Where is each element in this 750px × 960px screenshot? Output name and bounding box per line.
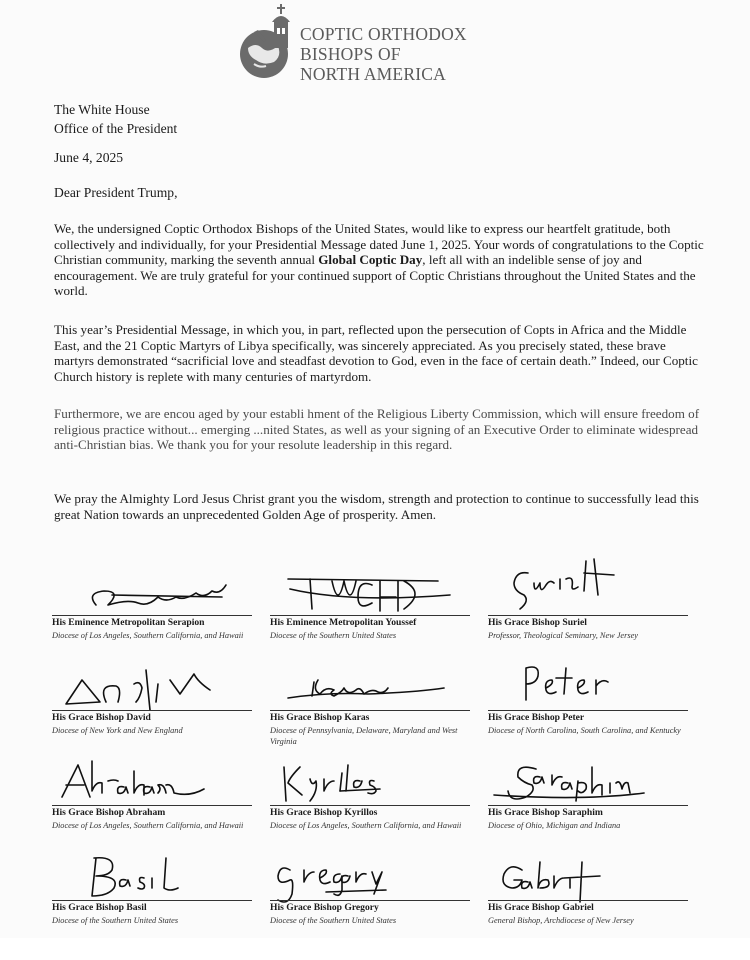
handwritten-signature	[488, 755, 693, 807]
signatory-diocese: Diocese of the Southern United States	[52, 916, 179, 925]
church-globe-logo-icon	[234, 2, 300, 82]
signature-block	[270, 660, 475, 770]
signatory-name: His Eminence Metropolitan Serapion	[52, 617, 205, 628]
signatory-diocese: Diocese of Los Angeles, Southern California, and Hawaii	[52, 821, 244, 830]
recipient-line: The White House	[54, 102, 150, 117]
handwritten-signature	[488, 850, 693, 902]
handwritten-signature	[270, 850, 475, 902]
signature-block	[488, 565, 693, 675]
handwritten-signature	[52, 565, 257, 617]
signature-line	[270, 710, 470, 711]
signature-block	[52, 660, 257, 770]
signatory-name: His Grace Bishop Kyrillos	[270, 807, 378, 818]
signature-line	[52, 615, 252, 616]
handwritten-signature	[488, 660, 693, 712]
signature-line	[270, 900, 470, 901]
signatory-diocese: Diocese of New York and New England	[52, 726, 183, 735]
paragraph-text: Furthermore, we are encou aged by your establi hment of the Religious Liberty Commission, which will ensure freedom of religious practice without... emerging ...nited States, as well as your signing of an Executive Order to eliminate widespread anti-Christian bias. We thank you for your resolute leadership in this regard.	[54, 406, 700, 452]
signature-line	[488, 710, 688, 711]
signature-block	[52, 755, 257, 865]
signature-line	[488, 615, 688, 616]
signature-block	[270, 850, 475, 960]
signatory-name: His Grace Bishop David	[52, 712, 151, 723]
paragraph-martyrs: This year’s Presidential Message, in which you, in part, reflected upon the persecution of Copts in Africa and the Middle East, and the 21 Coptic Martyrs of Libya specifically, was sincerely appreciated. As you precisely stated, these brave martyrs demonstrated “sacrificial love and steadfast devotion to God, even in the face of certain death.” Indeed, our Coptic Church history is replete with many centuries of martyrdom.	[54, 322, 698, 384]
handwritten-signature	[270, 565, 475, 617]
signature-line	[488, 805, 688, 806]
handwritten-signature	[270, 755, 475, 807]
signatory-name: His Grace Bishop Suriel	[488, 617, 587, 628]
signature-block	[270, 755, 475, 865]
global-coptic-day-emphasis: Global Coptic Day	[318, 252, 423, 267]
signatory-diocese: Diocese of North Carolina, South Carolina, and Kentucky	[488, 726, 681, 735]
signatory-name: His Grace Bishop Gregory	[270, 902, 379, 913]
signature-block	[488, 660, 693, 770]
paragraph-religious-liberty	[54, 406, 704, 453]
signatory-diocese: General Bishop, Archdiocese of New Jersey	[488, 916, 634, 925]
signature-block	[52, 850, 257, 960]
signature-line	[270, 615, 470, 616]
signature-block	[488, 850, 693, 960]
signature-line	[270, 805, 470, 806]
signatory-diocese: Diocese of Los Angeles, Southern California, and Hawaii	[270, 821, 462, 830]
signatory-diocese: Diocese of the Southern United States	[270, 631, 397, 640]
letter-date: June 4, 2025	[54, 150, 124, 165]
organization-name	[300, 24, 467, 84]
paragraph-text: We, the undersigned Coptic Orthodox Bishops of the United States, would like to express our heartfelt gratitude, both collectively and individually, for your Presidential Message dated June 1, 2025. Your words of congratulations to the Coptic Christian community, marking the seventh annual	[54, 221, 704, 267]
paragraph-text: , left all with an indelible sense of joy and encouragement. We are truly grateful for your continued support of Coptic Christians throughout the United States and the world.	[54, 252, 696, 298]
letterhead	[234, 2, 534, 82]
signature-block	[52, 565, 257, 675]
signatory-name: His Grace Bishop Abraham	[52, 807, 166, 818]
org-name-line: NORTH AMERICA	[300, 64, 446, 84]
signatory-diocese: Professor, Theological Seminary, New Jersey	[488, 631, 638, 640]
signatory-diocese: Diocese of Los Angeles, Southern California, and Hawaii	[52, 631, 244, 640]
signature-line	[488, 900, 688, 901]
signatory-name: His Grace Bishop Karas	[270, 712, 370, 723]
signature-block	[270, 565, 475, 675]
signatory-name: His Eminence Metropolitan Youssef	[270, 617, 417, 628]
handwritten-signature	[488, 565, 693, 617]
paragraph-prayer: We pray the Almighty Lord Jesus Christ grant you the wisdom, strength and protection to continue to successfully lead this great Nation towards an unprecedented Golden Age of prosperity. Amen.	[54, 491, 699, 522]
signatory-diocese: Diocese of Ohio, Michigan and Indiana	[488, 821, 621, 830]
signatory-name: His Grace Bishop Saraphim	[488, 807, 603, 818]
signatory-name: His Grace Bishop Gabriel	[488, 902, 594, 913]
handwritten-signature	[52, 850, 257, 902]
signatory-diocese: Diocese of the Southern United States	[270, 916, 397, 925]
handwritten-signature	[52, 755, 257, 807]
handwritten-signature	[52, 660, 257, 712]
salutation: Dear President Trump,	[54, 185, 178, 200]
org-name-line: COPTIC ORTHODOX	[300, 24, 467, 44]
signature-block	[488, 755, 693, 865]
signature-line	[52, 900, 252, 901]
org-name-line: BISHOPS OF	[300, 44, 401, 64]
signature-line	[52, 805, 252, 806]
signatory-diocese: Diocese of Pennsylvania, Delaware, Maryland and West Virginia	[270, 726, 458, 746]
recipient-line: Office of the President	[54, 121, 178, 136]
handwritten-signature	[270, 660, 475, 712]
signature-line	[52, 710, 252, 711]
signatory-name: His Grace Bishop Basil	[52, 902, 147, 913]
recipient-address	[54, 100, 177, 138]
signatory-name: His Grace Bishop Peter	[488, 712, 585, 723]
paragraph-gratitude	[54, 221, 704, 299]
